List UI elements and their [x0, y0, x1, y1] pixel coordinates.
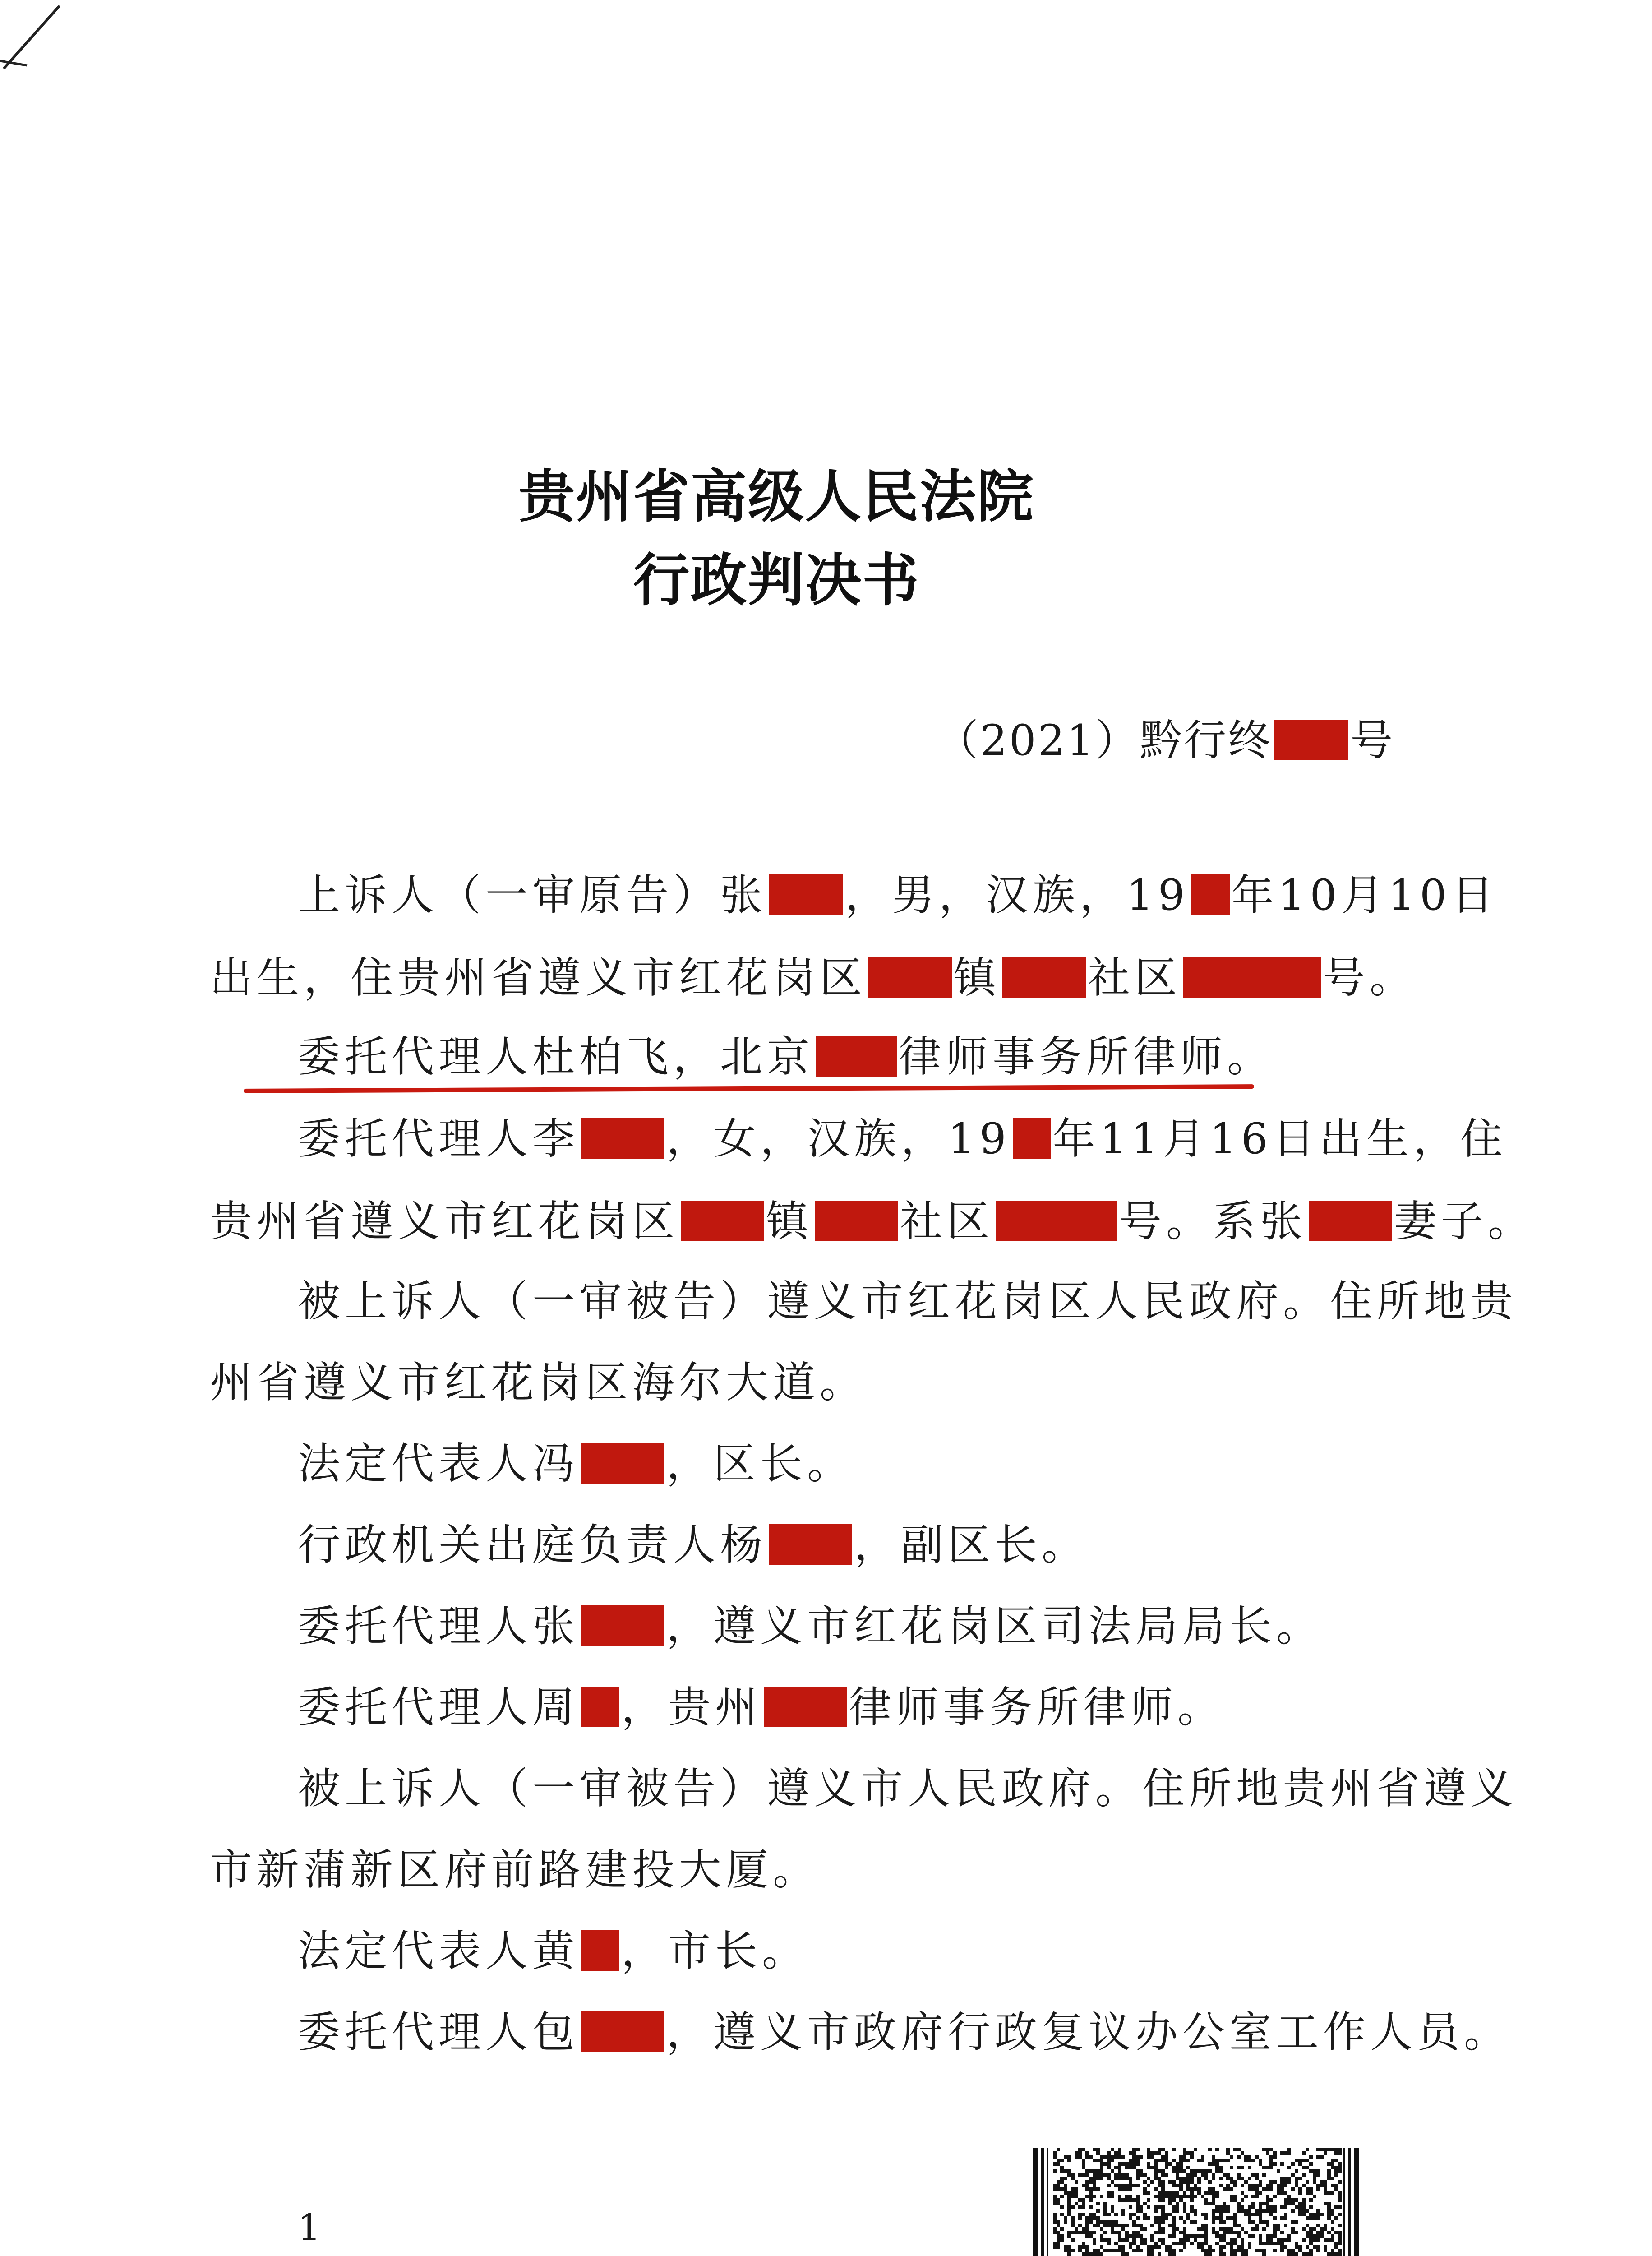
redaction-block	[1309, 1201, 1392, 1241]
text-segment: 年10月10日	[1231, 871, 1498, 920]
appellant-line-2	[210, 951, 1417, 1005]
text-segment: ，遵义市红花岗区司法局局长。	[666, 1602, 1324, 1651]
redaction-block	[769, 874, 843, 915]
redaction-block	[681, 1201, 764, 1241]
text-segment: ，区长。	[666, 1439, 854, 1489]
text-segment: ，女，汉族，19	[666, 1114, 1011, 1164]
red-underline-mark	[244, 1084, 1254, 1093]
text-segment: 委托代理人李	[298, 1114, 580, 1164]
redaction-block	[815, 1201, 898, 1241]
text-segment: 年11月16日出生，住	[1052, 1114, 1507, 1164]
agent-zhang-line	[298, 1600, 1323, 1654]
redaction-block	[581, 1930, 619, 1971]
text-segment: 社区	[1088, 953, 1182, 1003]
text-segment: 镇	[766, 1197, 813, 1246]
page-number: 1	[298, 2206, 321, 2248]
case-number-prefix: （2021）黔行终	[936, 716, 1273, 765]
redaction-block	[1002, 957, 1086, 998]
text-segment: 委托代理人周	[298, 1683, 580, 1732]
text-segment: 法定代表人冯	[298, 1439, 580, 1489]
text-segment: 号。系张	[1119, 1197, 1307, 1246]
text-segment: ，市长。	[621, 1927, 809, 1976]
legal-rep-2-line	[298, 1924, 809, 1979]
text-segment: ，贵州	[621, 1683, 762, 1732]
text-segment: ，男，汉族，19	[845, 871, 1190, 920]
respondent-1-line-2: 州省遵义市红花岗区海尔大道。	[210, 1358, 867, 1407]
redaction-block	[581, 2011, 664, 2052]
court-name-title: 贵州省高级人民法院	[518, 464, 1034, 530]
appellant-line-1	[298, 869, 1498, 923]
text-segment: 贵州省遵义市红花岗区	[210, 1197, 679, 1246]
corner-stroke-mark-icon	[0, 0, 72, 72]
redaction-block	[769, 1524, 852, 1565]
text-segment: 上诉人（一审原告）张	[298, 871, 767, 920]
agent-li-line-2	[210, 1195, 1535, 1249]
redaction-block	[1274, 720, 1348, 760]
text-segment: 行政机关出庭负责人杨	[298, 1521, 767, 1570]
text-segment: 出生，住贵州省遵义市红花岗区	[210, 953, 867, 1003]
redaction-block	[581, 1687, 619, 1727]
text-segment: 委托代理人张	[298, 1602, 580, 1651]
redaction-block	[581, 1118, 664, 1159]
2d-barcode-icon	[1033, 2148, 1367, 2256]
agent-zhou-line	[298, 1681, 1224, 1735]
court-officer-line	[298, 1518, 1089, 1572]
text-segment: 委托代理人包	[298, 2008, 580, 2057]
text-segment: 号。	[1323, 953, 1417, 1003]
redaction-block	[996, 1201, 1117, 1241]
redaction-block	[816, 1036, 897, 1077]
redaction-block	[1191, 874, 1230, 915]
text-segment: 镇	[954, 953, 1001, 1003]
redaction-block	[868, 957, 952, 998]
redaction-block	[581, 1605, 664, 1646]
case-number	[936, 706, 1394, 767]
legal-rep-1-line	[298, 1437, 854, 1491]
respondent-2-line-1: 被上诉人（一审被告）遵义市人民政府。住所地贵州省遵义	[298, 1764, 1518, 1813]
text-segment: 律师事务所律师。	[849, 1683, 1225, 1732]
redaction-block	[1183, 957, 1321, 998]
redaction-block	[764, 1687, 847, 1727]
agent-du-line	[298, 1030, 1274, 1084]
agent-bao-line	[298, 2006, 1511, 2060]
text-segment: 妻子。	[1394, 1197, 1535, 1246]
respondent-2-line-2: 市新蒲新区府前路建投大厦。	[210, 1845, 820, 1895]
redaction-block	[581, 1443, 664, 1484]
text-segment: 律师事务所律师。	[899, 1032, 1274, 1082]
redaction-block	[1013, 1118, 1051, 1159]
text-segment: ，副区长。	[854, 1521, 1089, 1570]
agent-li-line-1	[298, 1112, 1507, 1166]
text-segment: 法定代表人黄	[298, 1927, 580, 1976]
case-number-suffix: 号	[1350, 716, 1395, 765]
respondent-1-line-1: 被上诉人（一审被告）遵义市红花岗区人民政府。住所地贵	[298, 1277, 1518, 1326]
document-type-title: 行政判决书	[633, 547, 920, 613]
text-segment: 社区	[900, 1197, 994, 1246]
text-segment: 委托代理人杜柏飞，北京	[298, 1032, 814, 1082]
text-segment: ，遵义市政府行政复议办公室工作人员。	[666, 2008, 1511, 2057]
